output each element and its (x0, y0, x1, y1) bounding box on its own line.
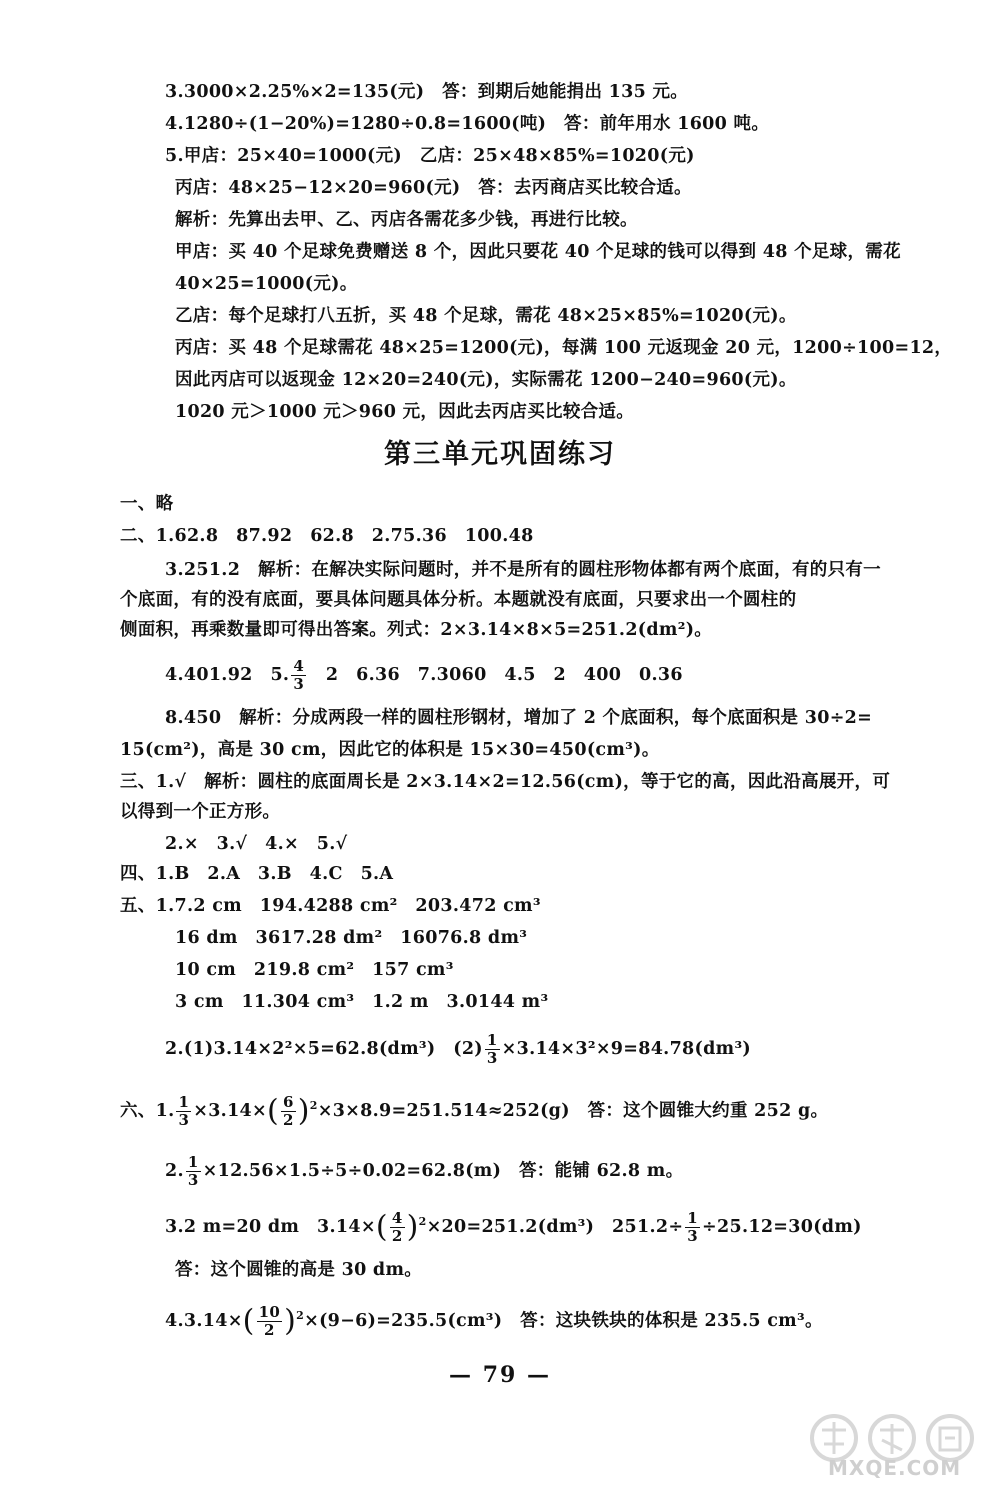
left-paren: ( (266, 1093, 279, 1129)
text-segment: ×3.14× (193, 1101, 267, 1121)
fraction (176, 1094, 191, 1129)
answer-line: 答：这个圆锥的高是 30 dm。 (175, 1260, 423, 1280)
fraction (390, 1210, 405, 1245)
fraction-denominator: 3 (293, 675, 305, 693)
text-segment: 4.3.14× (165, 1311, 243, 1331)
text-segment: 2 6.36 7.3060 4.5 2 400 0.36 (308, 665, 683, 685)
square-exponent: 2 (418, 1215, 427, 1229)
fraction-denominator: 2 (283, 1111, 294, 1129)
answer-line: 个底面，有的没有底面，要具体问题具体分析。本题就没有底面，只要求出一个圆柱的 (120, 590, 797, 610)
text-segment: 3.2 m=20 dm 3.14× (165, 1217, 376, 1237)
answer-line: 二、1.62.8 87.92 62.8 2.75.36 100.48 (120, 526, 534, 546)
text-segment: ×20=251.2(dm³) 251.2÷ (426, 1217, 684, 1237)
analysis-line: 40×25=1000(元)。 (175, 274, 358, 294)
fraction-denominator: 2 (264, 1321, 275, 1339)
fraction (685, 1210, 700, 1245)
answer-line: 8.450 解析：分成两段一样的圆柱形钢材，增加了 2 个底面积，每个底面积是 30÷2= (165, 708, 873, 728)
right-paren: ) (297, 1093, 310, 1129)
answer-line (120, 1094, 828, 1129)
fraction-denominator: 3 (687, 1227, 699, 1245)
fraction-numerator: 4 (391, 1209, 403, 1227)
fraction-denominator: 3 (187, 1171, 199, 1189)
answer-line: 五、1.7.2 cm 194.4288 cm² 203.472 cm³ (120, 896, 541, 916)
text-segment: ×12.56×1.5÷5÷0.02=62.8(m) 答：能铺 62.8 m。 (202, 1161, 684, 1181)
square-exponent: 2 (296, 1309, 305, 1323)
answer-line: 2.× 3.√ 4.× 5.√ (165, 834, 348, 854)
fraction (291, 658, 306, 693)
answer-line: 3.251.2 解析：在解决实际问题时，并不是所有的圆柱形物体都有两个底面，有的只有一 (165, 560, 881, 580)
fraction (186, 1154, 201, 1189)
analysis-line: 1020 元＞1000 元＞960 元，因此去丙店买比较合适。 (175, 402, 635, 422)
text-segment: ×3.14×3²×9=84.78(dm³) (501, 1039, 751, 1059)
left-paren: ( (375, 1209, 388, 1245)
answer-line: 侧面积，再乘数量即可得出答案。列式：2×3.14×8×5=251.2(dm²)。 (120, 620, 713, 640)
answer-line (165, 1032, 751, 1067)
fraction-numerator: 1 (178, 1093, 190, 1111)
fraction-denominator: 3 (486, 1049, 498, 1067)
analysis-line: 解析：先算出去甲、乙、丙店各需花多少钱，再进行比较。 (175, 210, 638, 230)
text-segment: 六、1. (120, 1101, 175, 1121)
fraction-numerator: 4 (293, 657, 305, 675)
answer-line: 以得到一个正方形。 (120, 802, 281, 822)
fraction-numerator: 6 (283, 1093, 294, 1111)
answer-line: 16 dm 3617.28 dm² 16076.8 dm³ (175, 928, 528, 948)
answer-line: 四、1.B 2.A 3.B 4.C 5.A (120, 864, 394, 884)
text-segment: 2.(1)3.14×2²×5=62.8(dm³) (2) (165, 1039, 483, 1059)
answer-line (165, 658, 683, 693)
fraction-numerator: 1 (187, 1153, 199, 1171)
text-segment: 2. (165, 1161, 184, 1181)
text-segment: 4.401.92 5. (165, 665, 290, 685)
answer-line: 丙店：48×25−12×20=960(元) 答：去丙商店买比较合适。 (175, 178, 692, 198)
fraction (281, 1094, 296, 1129)
fraction (257, 1304, 282, 1339)
fraction (485, 1032, 500, 1067)
answer-line: 4.1280÷(1−20%)=1280÷0.8=1600(吨) 答：前年用水 1600 吨。 (165, 114, 770, 134)
fraction-denominator: 2 (391, 1227, 403, 1245)
right-paren: ) (406, 1209, 419, 1245)
answer-line: 3 cm 11.304 cm³ 1.2 m 3.0144 m³ (175, 992, 549, 1012)
answer-line (165, 1154, 683, 1189)
answer-line: 10 cm 219.8 cm² 157 cm³ (175, 960, 454, 980)
fraction-denominator: 3 (178, 1111, 190, 1129)
analysis-line: 丙店：买 48 个足球需花 48×25=1200(元)，每满 100 元返现金 20 元，1200÷100=12， (175, 338, 953, 358)
text-segment: ×3×8.9=251.514≈252(g) 答：这个圆锥大约重 252 g。 (317, 1101, 829, 1121)
right-paren: ) (284, 1303, 297, 1339)
square-exponent: 2 (309, 1099, 318, 1113)
answer-line: 3.3000×2.25%×2=135(元) 答：到期后她能捐出 135 元。 (165, 82, 689, 102)
page-number: — 79 — (449, 1362, 551, 1388)
section-heading: 一、略 (120, 494, 174, 514)
fraction-numerator: 1 (687, 1209, 699, 1227)
answer-line: 15(cm²)，高是 30 cm，因此它的体积是 15×30=450(cm³)。 (120, 740, 660, 760)
left-paren: ( (242, 1303, 255, 1339)
fraction-numerator: 10 (258, 1303, 281, 1321)
answer-line: 三、1.√ 解析：圆柱的底面周长是 2×3.14×2=12.56(cm)，等于它的高，因此沿高展开，可 (120, 772, 891, 792)
answer-line: 5.甲店：25×40=1000(元) 乙店：25×48×85%=1020(元) (165, 146, 695, 166)
analysis-line: 甲店：买 40 个足球免费赠送 8 个，因此只要花 40 个足球的钱可以得到 48 个足球，需花 (175, 242, 901, 262)
analysis-line: 因此丙店可以返现金 12×20=240(元)，实际需花 1200−240=960(元)。 (175, 370, 797, 390)
text-segment: ×(9−6)=235.5(cm³) 答：这块铁块的体积是 235.5 cm³。 (304, 1311, 823, 1331)
answer-line (165, 1210, 862, 1245)
fraction-numerator: 1 (486, 1031, 498, 1049)
watermark-text: MXQE.COM (828, 1456, 962, 1480)
section-title: 第三单元巩固练习 (384, 439, 616, 470)
text-segment: ÷25.12=30(dm) (702, 1217, 862, 1237)
analysis-line: 乙店：每个足球打八五折，买 48 个足球，需花 48×25×85%=1020(元)。 (175, 306, 797, 326)
answer-line (165, 1304, 823, 1339)
